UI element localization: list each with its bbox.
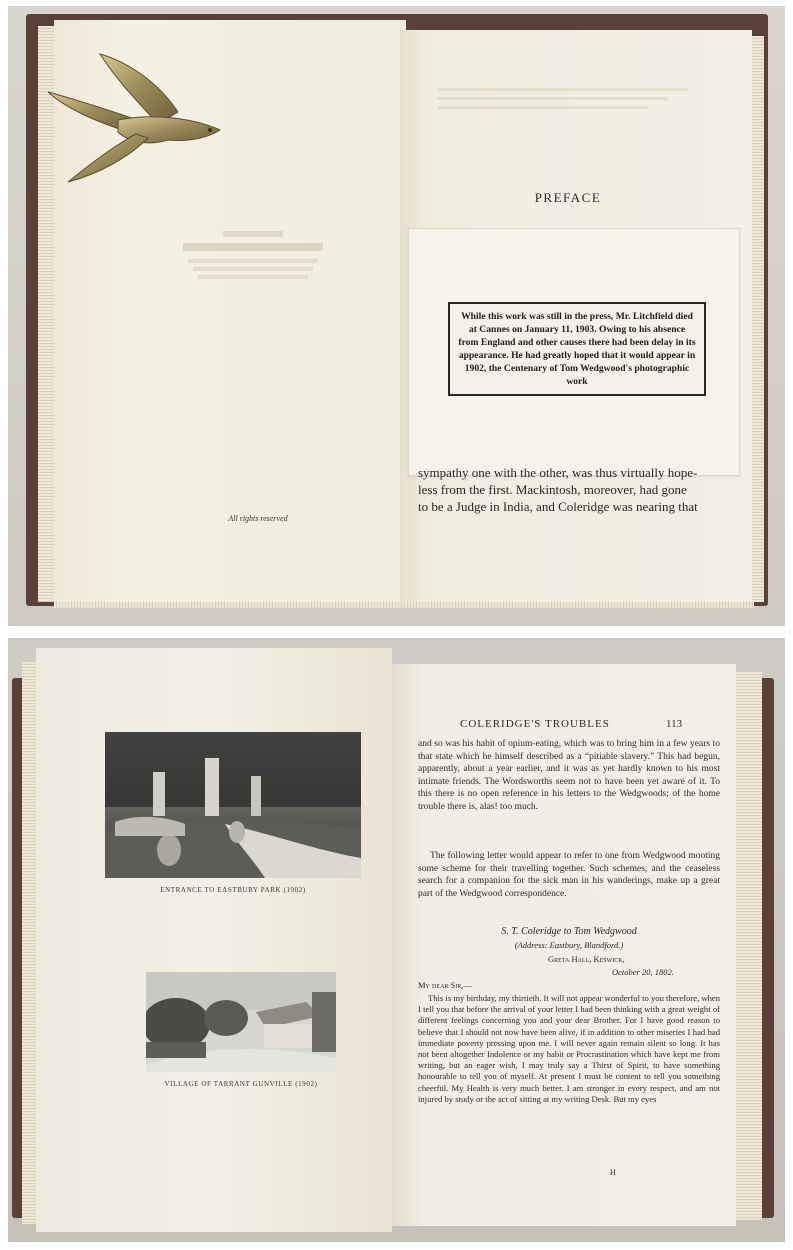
faded-title-area [178,231,328,279]
signature-mark: H [610,1168,616,1177]
letter-place: Greta Hall, Keswick, [548,954,625,964]
letter-date: October 20, 1802. [612,967,674,977]
caption-eastbury-park: ENTRANCE TO EASTBURY PARK (1902) [160,886,306,894]
photo-tarrant-gunville [146,972,336,1072]
page-edge-right-bottom [736,672,762,1220]
page-number: 113 [666,718,683,730]
letter-salutation: My dear Sir,— [418,980,472,990]
publisher-notice: While this work was still in the press, Mr. Litchfield died at Cannes on January 11, 1903. Owing to his absence from England and other causes there had been delay in its appearance. He had greatly hoped that it would appear in 1902, the Centenary of Tom Wedgwood's photographic work [448,302,706,396]
faded-text-top [438,88,688,109]
brass-swallow-ornament [38,42,228,192]
photo-top-spread [8,6,785,626]
preface-line-3: to be a Judge in India, and Coleridge was nearing that [418,499,698,514]
preface-heading: PREFACE [534,190,602,205]
preface-line-2: less from the first. Mackintosh, moreover, had gone [418,482,687,497]
paragraph-2: The following letter would appear to refer to one from Wedgwood mooting some scheme for their travelling together. Such schemes, and the ceaseless search for a companion for the sick man in his wanderings, make up a great part of the Wedgwood correspondence. [418,851,720,899]
photo-bottom-spread [8,638,785,1242]
rights-reserved-line: All rights reserved [228,514,288,523]
letter-address: (Address: Eastbury, Blandford.) [514,940,624,950]
page-edge-bottom [54,602,754,608]
page-edge-right [752,36,764,602]
page-edge-left-bottom [22,662,36,1224]
preface-line-1: sympathy one with the other, was thus virtually hope- [418,465,698,480]
caption-tarrant-gunville: VILLAGE OF TARRANT GUNVILLE (1902) [164,1080,318,1088]
paragraph-1: and so was his habit of opium-eating, which was to bring him in a few years to that state which he himself described as a “pitiable slavery.” This had begun, apparently, about a year earlier, and it was as yet hardly known to his most intimate friends. The Wordsworths seem not to have been yet aware of it. To this there is no open reference in his letters to the Wedgwoods; of the home trouble there is, alas! too much. [418,739,720,812]
photo-eastbury-park [105,732,361,878]
letter-body: This is my birthday, my thirtieth. It will not appear wonderful to you therefore, when I tell you that before the arrival of your letter I had been thinking with a great weight of different feelings concerning you and your dear Brother. For I have good reason to believe that I should not now have been alive, if in addition to other miseries I had had immediate poverty pressing upon me. I will never again remain silent so long. It has not been altogether Indolence or my habit or Procrastination which have kept me from writing, but an eager wish, I may truly say a Thirst of Spirit, to have something honourable to tell you of myself. At present I must be content to tell you something cheerful. My Health is very much better. I am stronger in every respect, and am not injured by study or the act of sitting at my writing Desk. But my eyes [418,993,720,1104]
running-head: COLERIDGE'S TROUBLES [460,718,610,730]
letter-heading: S. T. Coleridge to Tom Wedgwood [501,926,637,937]
